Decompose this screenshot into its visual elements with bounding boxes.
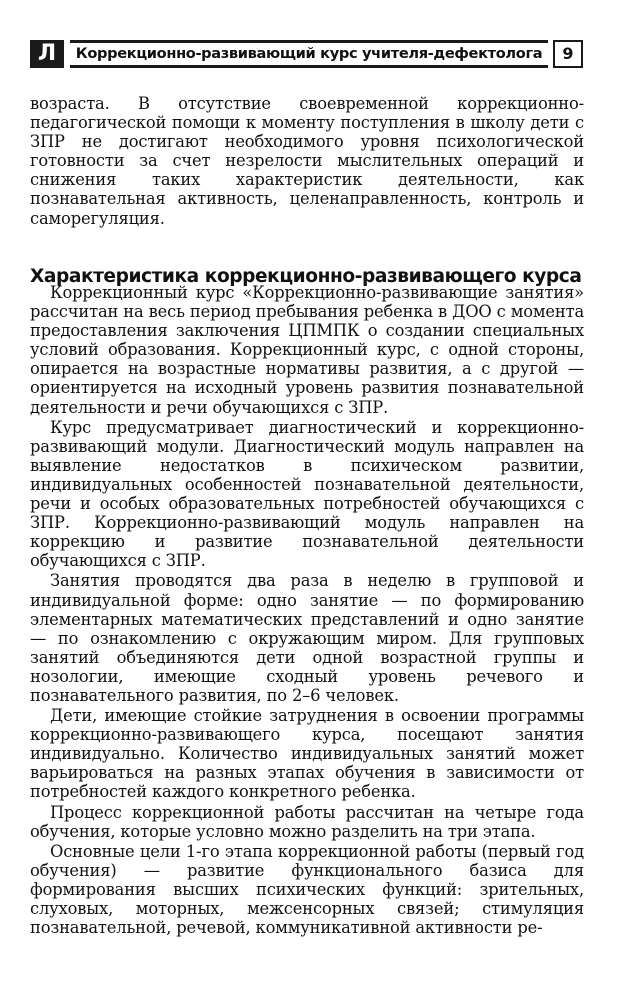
intro-paragraph: возраста. В отсутствие своевременной коррекционно-педагогической помощи к моменту поступления в школу дети с ЗПР не достигают необходимого уровня психологической готовности за счет незрелости мыслительных операций и снижения таких характеристик деятельности, как познавательная активность, целенаправленность, контроль и саморегуляция. bbox=[30, 94, 584, 228]
section-heading: Характеристика коррекционно-развивающего курса bbox=[30, 266, 582, 288]
paragraph: Дети, имеющие стойкие затруднения в освоении программы коррекционно-развивающего курса, посещают занятия индивидуально. Количество индивидуальных занятий может варьироваться на разных этапах обучения в зависимости от потребностей каждого конкретного ребенка. bbox=[30, 706, 584, 802]
section-body bbox=[30, 283, 584, 937]
chapter-logo: Л bbox=[30, 40, 64, 68]
header-rule-bottom bbox=[70, 65, 548, 68]
paragraph: Основные цели 1-го этапа коррекционной работы (первый год обучения) — развитие функционального базиса для формирования высших психических функций: зрительных, слуховых, моторных, межсенсорных связей; стимуляция познавательной, речевой, коммуникативной активности ре- bbox=[30, 841, 584, 938]
paragraph: Занятия проводятся два раза в неделю в групповой и индивидуальной форме: одно занятие — по формированию элементарных математических представлений и одно занятие — по ознакомлению с окружающим миром. Для групповых занятий объединяются дети одной возрастной группы и нозологии, имеющие сходный уровень речевого и познавательного развития, по 2–6 человек. bbox=[30, 571, 584, 705]
running-header bbox=[30, 40, 582, 68]
paragraph: Курс предусматривает диагностический и коррекционно-развивающий модули. Диагностический модуль направлен на выявление недостатков в психическом развитии, индивидуальных особенностей познавательной деятельности, речи и особых образовательных потребностей обучающихся с ЗПР. Коррекционно-развивающий модуль направлен на коррекцию и развитие познавательной деятельности обучающихся с ЗПР. bbox=[30, 417, 584, 571]
intro-text bbox=[30, 94, 584, 228]
page-number: 9 bbox=[553, 40, 583, 68]
paragraph: Коррекционный курс «Коррекционно-развивающие занятия» рассчитан на весь период пребывания ребенка в ДОО с момента предоставления заключения ЦПМПК о создании специальных условий образования. Коррекционный курс, с одной стороны, опирается на возрастные нормативы развития, а с другой — ориентируется на исходный уровень развития познавательной деятельности и речи обучающихся с ЗПР. bbox=[30, 283, 584, 417]
paragraph: Процесс коррекционной работы рассчитан на четыре года обучения, которые условно можно разделить на три этапа. bbox=[30, 802, 584, 841]
running-title: Коррекционно-развивающий курс учителя-дефектолога bbox=[75, 45, 543, 62]
